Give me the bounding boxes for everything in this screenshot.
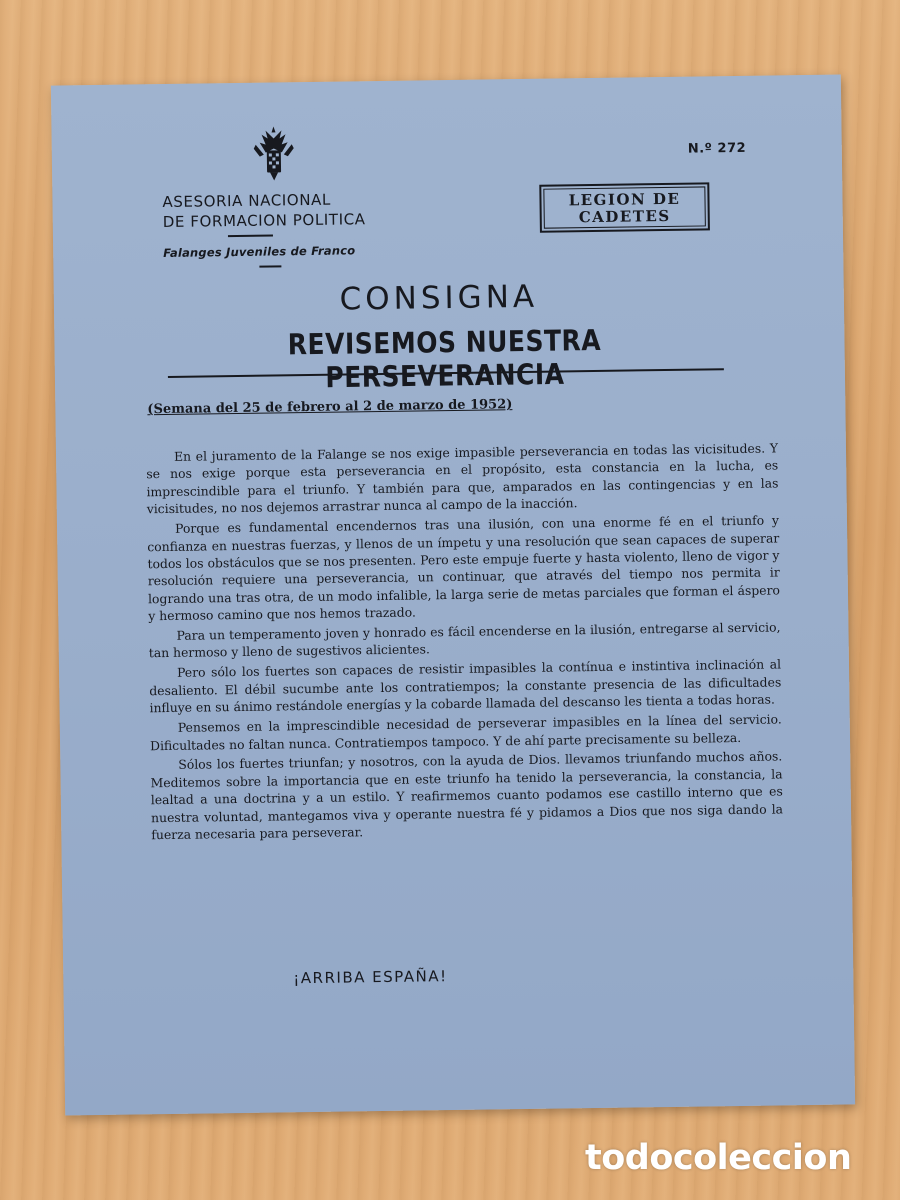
organization-divider [228, 234, 273, 237]
badge-line-1: LEGION DE [568, 189, 681, 210]
subtitle-divider [259, 265, 281, 267]
organization-line-1: ASESORIA NACIONAL [162, 190, 332, 212]
organization-line-2: DE FORMACION POLITICA [162, 210, 366, 232]
document-number: N.º 272 [687, 140, 747, 157]
body-paragraph: Porque es fundamental encendernos tras una ilusión, con una enorme fé en el triunfo y confianza en nuestras fuerzas, y llenos de un ímpetu y una resolución que sean capaces de superar todos los obstáculos que se nos presenten. Pero este empuje fuerte y hasta violento, lleno de vigor y resolución requiere una perseverancia, un continuar, que através del tiempo nos permita ir logrando una tras otra, de un modo infalible, la larga serie de metas parciales que forman el áspero y hermoso camino que nos hemos trazado. [147, 512, 781, 624]
document-heading: CONSIGNA [339, 278, 539, 318]
document-sheet [51, 75, 855, 1116]
legion-badge [539, 182, 710, 232]
yoke-and-arrows-eagle-icon [251, 124, 296, 183]
document-body [146, 439, 783, 846]
document-title: REVISEMOS NUESTRA PERSEVERANCIA [287, 323, 602, 395]
closing-slogan: ¡ARRIBA ESPAÑA! [293, 967, 448, 988]
organization-subtitle: Falanges Juveniles de Franco [163, 243, 356, 261]
body-paragraph: En el juramento de la Falange se nos exige impasible perseverancia en todas las vicisitudes. Y se nos exige porque esta perseverancia en el propósito, esta constancia en la lucha, es imprescindible para el triunfo. Y también para que, amparados en las contingencias y en las vicisitudes, no nos dejemos arrastrar nunca al campo de la inacción. [146, 440, 779, 517]
body-paragraph: Pero sólo los fuertes son capaces de resistir impasibles la contínua e instintiva inclinación al desaliento. El débil sucumbe ante los contratiempos; la constante presencia de las dificultades influye en su ánimo restándole energías y la cobarde llamada del descanso les tienta a todas horas. [149, 656, 782, 716]
week-dates: (Semana del 25 de febrero al 2 de marzo de 1952) [147, 397, 513, 418]
badge-line-2: CADETES [578, 206, 671, 227]
body-paragraph: Para un temperamento joven y honrado es fácil encenderse en la ilusión, entregarse al servicio, tan hermoso y lleno de sugestivos alicientes. [148, 619, 781, 661]
body-paragraph: Pensemos en la imprescindible necesidad de perseverar impasibles en la línea del servicio. Dificultades no faltan nunca. Contratiempos tampoco. Y de ahí parte precisamente su belleza. [149, 711, 782, 753]
body-paragraph: Sólos los fuertes triunfan; y nosotros, con la ayuda de Dios. llevamos triunfando muchos años. Meditemos sobre la importancia que en este triunfo ha tenido la perseverancia, la constancia, la lealtad a una doctrina y a un estilo. Y reafirmemos cuanto podamos ese castillo interno que es nuestra voluntad, mantegamos viva y operante nuestra fé y pidamos a Dios que nos siga dando la fuerza necesaria para perseverar. [150, 748, 784, 843]
legion-badge-inner [543, 186, 706, 228]
site-watermark: todocoleccion [585, 1138, 852, 1178]
organization-name [162, 189, 365, 232]
